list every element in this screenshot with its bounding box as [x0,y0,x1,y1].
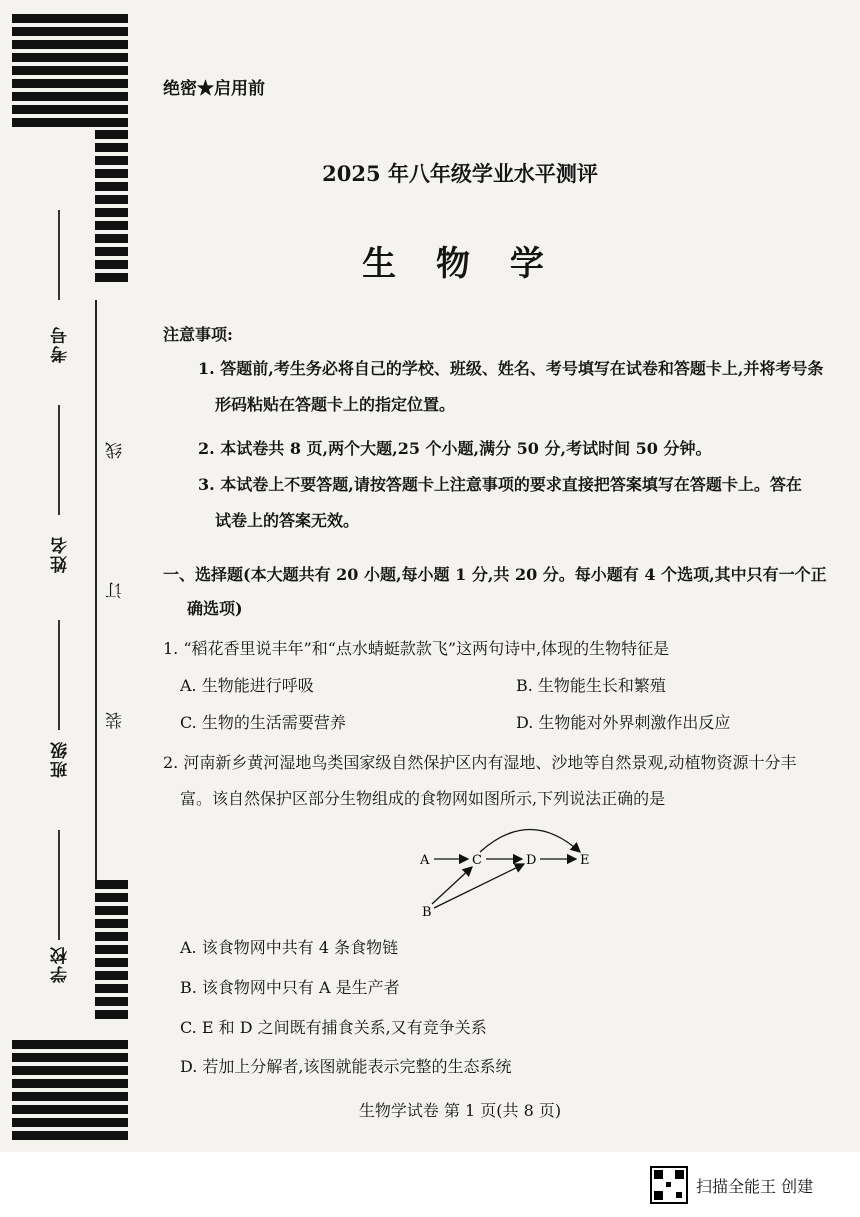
edge-b-c [432,867,472,904]
question-1-option-b: B. 生物能生长和繁殖 [516,676,666,695]
question-2-option-b: B. 该食物网中只有 A 是生产者 [180,978,400,997]
notice-title: 注意事项: [163,325,233,344]
notice-item-2: 2. 本试卷共 8 页,两个大题,25 个小题,满分 50 分,考试时间 50 分钟。 [198,439,712,458]
edge-c-e [480,830,580,853]
qr-code-icon [650,1166,688,1204]
binding-text-staple: 订 [106,580,126,599]
binding-text-line: 线 [106,440,126,459]
node-a: A [420,853,430,868]
section-heading: 一、选择题(本大题共有 20 小题,每小题 1 分,共 20 分。每小题有 4 个选项,其中只有一个正 [163,565,827,584]
question-2-stem: 2. 河南新乡黄河湿地鸟类国家级自然保护区内有湿地、沙地等自然景观,动植物资源十分丰 [163,753,797,772]
binding-line [95,300,97,880]
binding-bars-top [12,14,128,131]
question-1-option-d: D. 生物能对外界刺激作出反应 [516,713,731,732]
binding-bars-right-bottom [95,880,128,1023]
section-heading-cont: 确选项) [187,599,243,618]
question-2-stem-cont: 富。该自然保护区部分生物组成的食物网如图所示,下列说法正确的是 [180,789,666,808]
edge-b-d [434,864,524,908]
question-1-option-c: C. 生物的生活需要营养 [180,713,346,732]
notice-item-3-cont: 试卷上的答案无效。 [215,511,360,530]
page-footer: 生物学试卷 第 1 页(共 8 页) [358,1101,562,1120]
node-b: B [422,905,432,920]
question-2-option-c: C. E 和 D 之间既有捕食关系,又有竞争关系 [180,1018,487,1037]
binding-text-bind: 装 [106,710,126,729]
question-1-option-a: A. 生物能进行呼吸 [180,676,314,695]
exam-number-label: 考号 [51,325,71,363]
exam-title: 2025 年八年级学业水平测评 [322,161,598,186]
confidential-mark: 绝密★启用前 [163,79,265,99]
question-1-stem: 1. “稻花香里说丰年”和“点水蜻蜓款款飞”这两句诗中,体现的生物特征是 [163,639,670,658]
notice-item-1-cont: 形码粘贴在答题卡上的指定位置。 [215,395,456,414]
subject-title: 生 物 学 [362,244,558,284]
scanner-watermark [650,1166,813,1204]
node-c: C [472,853,482,868]
school-label: 学校 [51,945,71,983]
scanner-label: 扫描全能王 创建 [696,1176,814,1196]
notice-item-1: 1. 答题前,考生务必将自己的学校、班级、姓名、考号填写在试卷和答题卡上,并将考号条 [198,359,824,378]
question-2-option-d: D. 若加上分解者,该图就能表示完整的生态系统 [180,1057,512,1076]
question-2-option-a: A. 该食物网中共有 4 条食物链 [180,938,399,957]
class-label: 班级 [51,740,71,778]
notice-item-3: 3. 本试卷上不要答题,请按答题卡上注意事项的要求直接把答案填写在答题卡上。答在 [198,475,802,494]
food-web-diagram [410,812,610,922]
name-label: 姓名 [51,535,71,573]
node-d: D [526,853,537,868]
binding-bars-bottom [12,1040,128,1144]
node-e: E [580,853,590,868]
